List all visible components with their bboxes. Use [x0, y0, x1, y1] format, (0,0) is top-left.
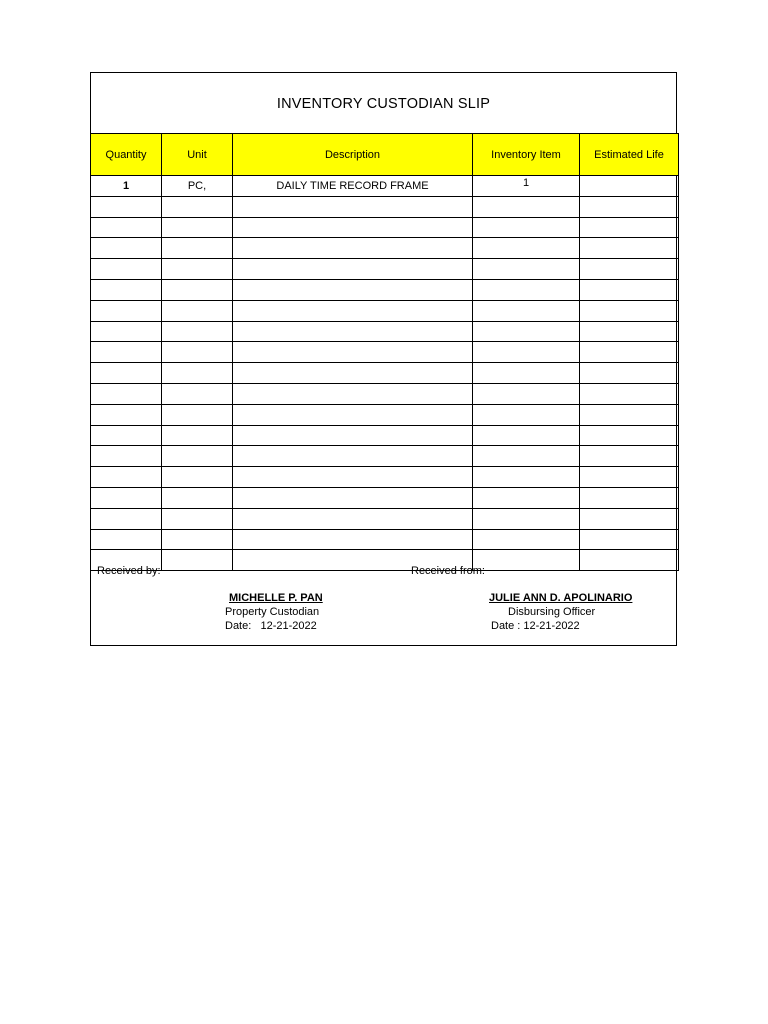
- estimated-life-cell: [580, 446, 679, 467]
- inventory-item-cell: [473, 321, 580, 342]
- quantity-cell: [91, 279, 162, 300]
- quantity-cell: [91, 529, 162, 550]
- column-header-inventory-item: Inventory Item: [473, 134, 580, 176]
- estimated-life-cell: [580, 300, 679, 321]
- quantity-cell: [91, 363, 162, 384]
- unit-cell: [162, 321, 233, 342]
- quantity-cell: [91, 467, 162, 488]
- unit-cell: [162, 508, 233, 529]
- description-cell: [233, 196, 473, 217]
- quantity-cell: [91, 321, 162, 342]
- table-row: [91, 279, 679, 300]
- quantity-cell: [91, 259, 162, 280]
- table-row: [91, 342, 679, 363]
- unit-cell: [162, 487, 233, 508]
- description-cell: [233, 404, 473, 425]
- unit-cell: [162, 196, 233, 217]
- inventory-item-cell: [473, 487, 580, 508]
- inventory-item-cell: [473, 279, 580, 300]
- unit-cell: [162, 446, 233, 467]
- description-cell: [233, 425, 473, 446]
- estimated-life-cell: [580, 529, 679, 550]
- table-row: [91, 196, 679, 217]
- table-row: [91, 321, 679, 342]
- estimated-life-cell: [580, 363, 679, 384]
- table-row: [91, 176, 679, 197]
- unit-cell: [162, 529, 233, 550]
- unit-cell: [162, 300, 233, 321]
- unit-cell: [162, 363, 233, 384]
- description-cell: [233, 383, 473, 404]
- inventory-item-cell: [473, 196, 580, 217]
- inventory-item-cell: [473, 259, 580, 280]
- table-header-row: [91, 134, 679, 176]
- received-by-label: Received by:: [97, 565, 161, 577]
- estimated-life-cell: [580, 342, 679, 363]
- description-cell: [233, 321, 473, 342]
- description-cell: [233, 529, 473, 550]
- inventory-item-cell: [473, 467, 580, 488]
- giver-position: Disbursing Officer: [508, 606, 596, 618]
- quantity-cell: 1: [91, 176, 162, 197]
- quantity-cell: [91, 446, 162, 467]
- table-row: [91, 259, 679, 280]
- unit-cell: [162, 425, 233, 446]
- quantity-cell: [91, 342, 162, 363]
- quantity-cell: [91, 508, 162, 529]
- inventory-item-cell: [473, 217, 580, 238]
- description-cell: DAILY TIME RECORD FRAME: [233, 176, 473, 197]
- table-row: [91, 217, 679, 238]
- unit-cell: [162, 404, 233, 425]
- estimated-life-cell: [580, 383, 679, 404]
- estimated-life-cell: [580, 404, 679, 425]
- column-header-description: Description: [233, 134, 473, 176]
- table-row: [91, 508, 679, 529]
- table-row: [91, 238, 679, 259]
- description-cell: [233, 446, 473, 467]
- received-from-label: Received from:: [411, 565, 485, 577]
- unit-cell: [162, 467, 233, 488]
- table-row: [91, 487, 679, 508]
- receiver-date: Date: 12-21-2022: [225, 620, 317, 632]
- inventory-item-cell: [473, 446, 580, 467]
- unit-cell: PC,: [162, 176, 233, 197]
- unit-cell: [162, 279, 233, 300]
- quantity-cell: [91, 404, 162, 425]
- unit-cell: [162, 238, 233, 259]
- estimated-life-cell: [580, 176, 679, 197]
- description-cell: [233, 487, 473, 508]
- quantity-cell: [91, 383, 162, 404]
- estimated-life-cell: [580, 238, 679, 259]
- estimated-life-cell: [580, 279, 679, 300]
- description-cell: [233, 363, 473, 384]
- table-row: [91, 404, 679, 425]
- receiver-position: Property Custodian: [225, 606, 320, 618]
- description-cell: [233, 279, 473, 300]
- inventory-item-cell: [473, 342, 580, 363]
- giver-name: JULIE ANN D. APOLINARIO: [489, 592, 633, 604]
- inventory-custodian-slip: [90, 72, 677, 646]
- inventory-table: [90, 133, 679, 571]
- estimated-life-cell: [580, 321, 679, 342]
- quantity-cell: [91, 217, 162, 238]
- inventory-item-cell: [473, 425, 580, 446]
- quantity-cell: [91, 238, 162, 259]
- estimated-life-cell: [580, 425, 679, 446]
- column-header-estimated-life: Estimated Life: [580, 134, 679, 176]
- description-cell: [233, 238, 473, 259]
- unit-cell: [162, 259, 233, 280]
- table-row: [91, 529, 679, 550]
- inventory-item-cell: [473, 300, 580, 321]
- table-row: [91, 300, 679, 321]
- table-row: [91, 383, 679, 404]
- page-title: INVENTORY CUSTODIAN SLIP: [276, 95, 491, 112]
- inventory-item-cell: [473, 383, 580, 404]
- estimated-life-cell: [580, 259, 679, 280]
- description-cell: [233, 217, 473, 238]
- description-cell: [233, 300, 473, 321]
- estimated-life-cell: [580, 196, 679, 217]
- column-header-quantity: Quantity: [91, 134, 162, 176]
- table-row: [91, 467, 679, 488]
- table-row: [91, 363, 679, 384]
- quantity-cell: [91, 196, 162, 217]
- description-cell: [233, 342, 473, 363]
- unit-cell: [162, 383, 233, 404]
- inventory-item-cell: [473, 508, 580, 529]
- quantity-cell: [91, 300, 162, 321]
- column-header-unit: Unit: [162, 134, 233, 176]
- inventory-item-cell: [473, 363, 580, 384]
- inventory-item-cell: [473, 404, 580, 425]
- inventory-item-cell: [473, 238, 580, 259]
- quantity-cell: [91, 425, 162, 446]
- giver-date: Date : 12-21-2022: [491, 620, 580, 632]
- table-row: [91, 425, 679, 446]
- quantity-cell: [91, 487, 162, 508]
- estimated-life-cell: [580, 217, 679, 238]
- description-cell: [233, 467, 473, 488]
- description-cell: [233, 259, 473, 280]
- inventory-item-cell: [473, 529, 580, 550]
- unit-cell: [162, 342, 233, 363]
- signature-section: [91, 551, 676, 646]
- estimated-life-cell: [580, 487, 679, 508]
- unit-cell: [162, 217, 233, 238]
- description-cell: [233, 508, 473, 529]
- estimated-life-cell: [580, 467, 679, 488]
- receiver-name: MICHELLE P. PAN: [229, 592, 323, 604]
- estimated-life-cell: [580, 508, 679, 529]
- table-row: [91, 446, 679, 467]
- inventory-item-cell: 1: [473, 176, 580, 197]
